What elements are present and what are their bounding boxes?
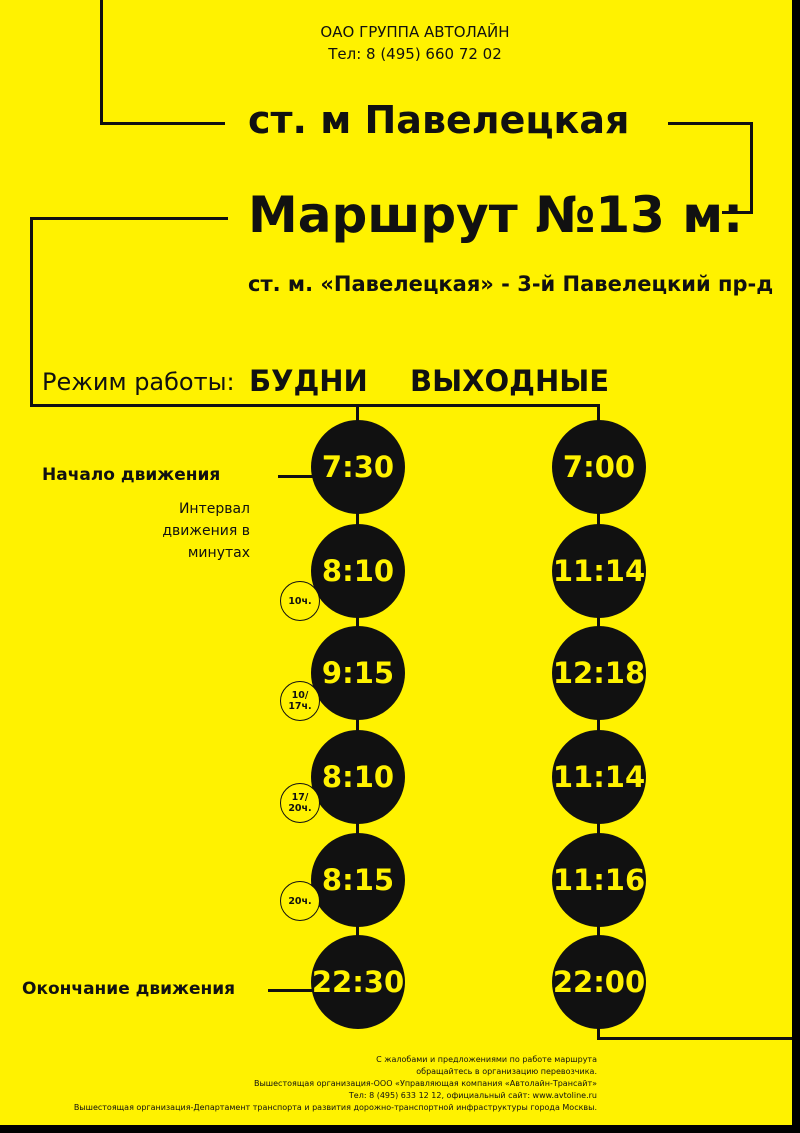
stop-name: ст. м Павелецкая	[248, 98, 630, 142]
period-badge: 10ч.	[280, 581, 320, 621]
company-phone: Тел: 8 (495) 660 72 02	[328, 45, 502, 63]
connector-line	[668, 122, 753, 125]
weekday-time: 8:15	[311, 833, 405, 927]
weekend-time: 11:14	[552, 730, 646, 824]
footer-line: Вышестоящая организация-ООО «Управляющая компания «Автолайн-Трансайт»	[254, 1079, 597, 1088]
weekday-time: 7:30	[311, 420, 405, 514]
connector-line	[30, 217, 33, 407]
weekend-time: 11:16	[552, 833, 646, 927]
mode-label: Режим работы:	[42, 368, 235, 396]
weekend-time: 12:18	[552, 626, 646, 720]
footer-line: Тел: 8 (495) 633 12 12, официальный сайт: www.avtoline.ru	[348, 1091, 597, 1100]
connector-line	[278, 475, 316, 478]
connector-line	[750, 122, 753, 214]
footer-line: обращайтесь в организацию перевозчика.	[416, 1067, 597, 1076]
route-path: ст. м. «Павелецкая» - 3-й Павелецкий пр-д	[248, 272, 774, 296]
weekday-time: 22:30	[311, 935, 405, 1029]
footer-line: С жалобами и предложениями по работе маршрута	[376, 1055, 597, 1064]
start-label: Начало движения	[42, 465, 221, 485]
connector-line	[597, 1037, 792, 1040]
weekday-time: 9:15	[311, 626, 405, 720]
period-badge: 10/ 17ч.	[280, 681, 320, 721]
route-title: Маршрут №13 м:	[248, 186, 744, 244]
interval-label: Интервал движения в минутах	[162, 501, 250, 561]
weekend-time: 11:14	[552, 524, 646, 618]
weekend-time: 7:00	[552, 420, 646, 514]
period-badge: 17/ 20ч.	[280, 783, 320, 823]
connector-line	[100, 122, 225, 125]
end-label: Окончание движения	[22, 979, 236, 999]
company-name: ОАО ГРУППА АВТОЛАЙН	[320, 23, 510, 41]
connector-line	[268, 989, 316, 992]
connector-line	[30, 404, 600, 407]
weekends-heading: ВЫХОДНЫЕ	[410, 364, 610, 398]
weekdays-heading: БУДНИ	[249, 364, 368, 398]
weekday-time: 8:10	[311, 524, 405, 618]
connector-line	[30, 217, 228, 220]
period-badge: 20ч.	[280, 881, 320, 921]
footer-line: Вышестоящая организация-Департамент транспорта и развития дорожно-транспортной инфраструктуры города Москвы.	[73, 1103, 597, 1112]
weekend-time: 22:00	[552, 935, 646, 1029]
weekday-time: 8:10	[311, 730, 405, 824]
